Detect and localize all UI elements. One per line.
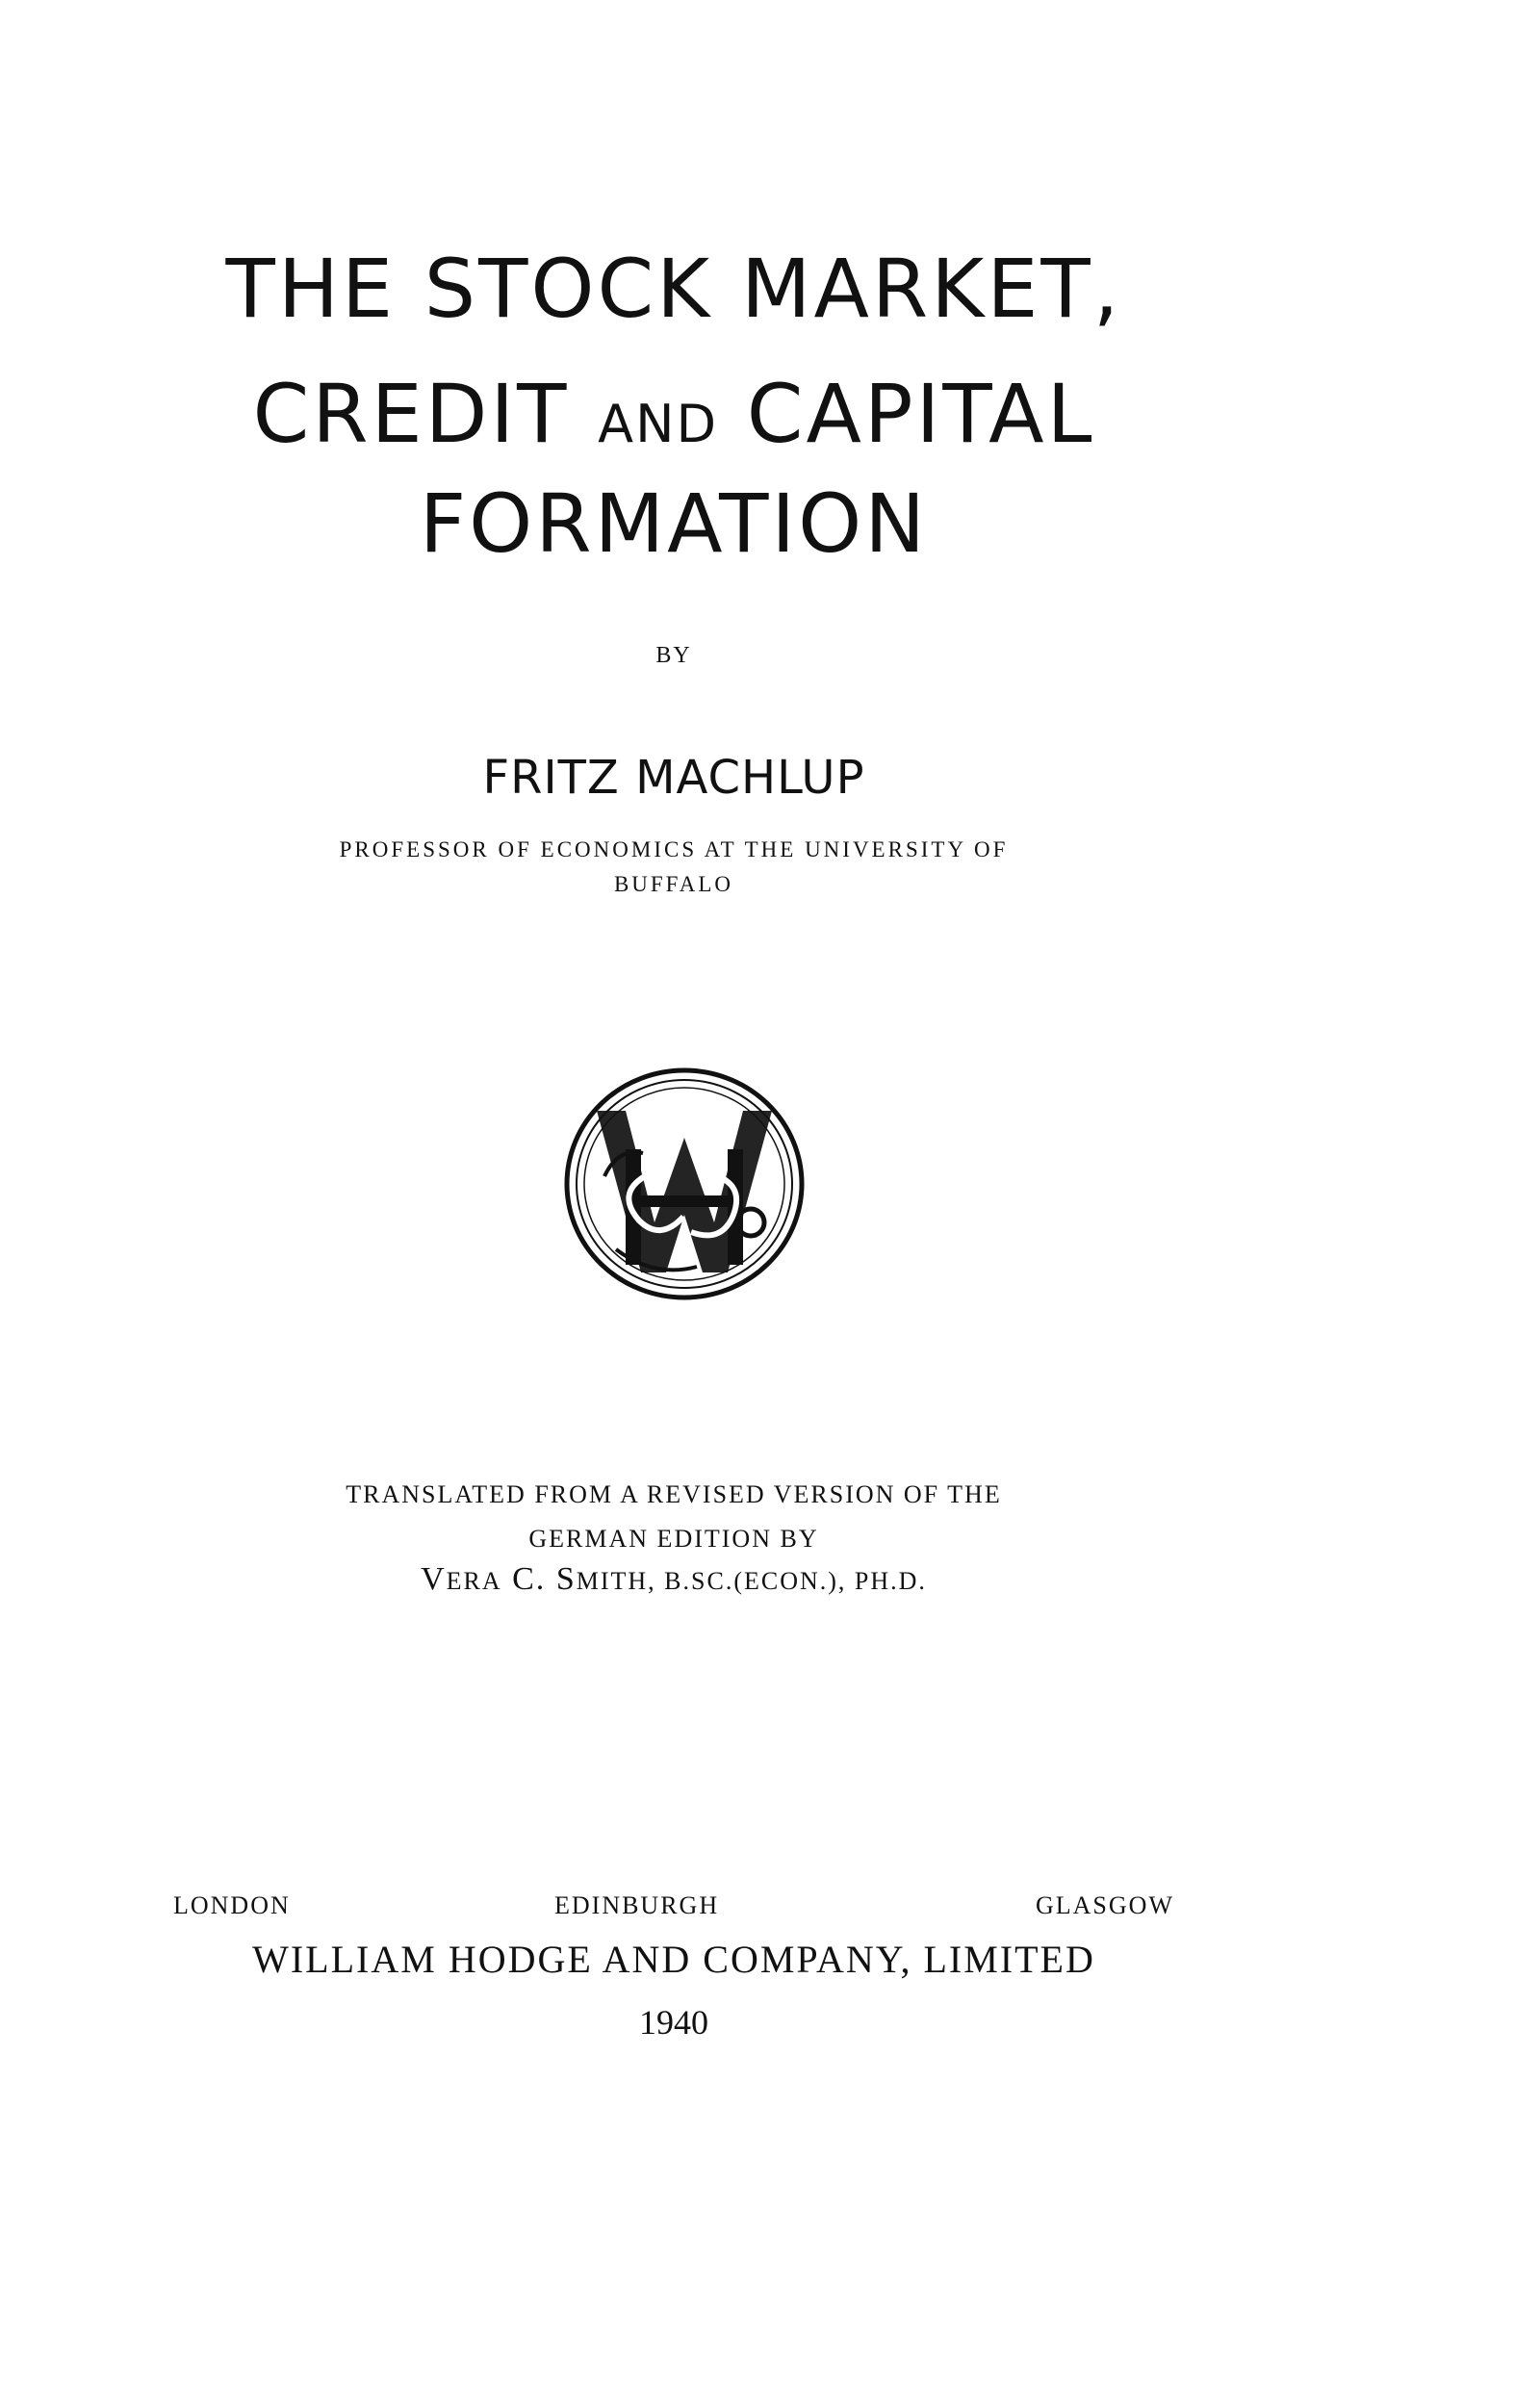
publisher-name: WILLIAM HODGE AND COMPANY, LIMITED	[252, 1938, 1095, 1981]
translator-surname-rest: MITH	[576, 1567, 649, 1595]
title-line-3	[173, 476, 1174, 571]
translator-initial-v: V	[421, 1561, 447, 1597]
city-london: LONDON	[173, 1891, 291, 1919]
city-edinburgh: EDINBURGH	[554, 1891, 720, 1919]
translation-note-line-2: GERMAN EDITION BY	[528, 1525, 819, 1553]
translator-credit	[173, 1561, 1174, 1598]
title-word-capital: CAPITAL	[746, 367, 1095, 461]
translator-qualifications: , B.SC.(ECON.), PH.D.	[648, 1567, 927, 1595]
translator-middle-initial: C.	[512, 1561, 547, 1597]
title-line-1	[173, 242, 1174, 336]
translation-note	[173, 1473, 1174, 1561]
title-line-2	[173, 367, 1174, 461]
publication-year: 1940	[639, 2003, 708, 2042]
translator-initial-s: S	[555, 1561, 577, 1597]
publisher-monogram-seal-icon	[558, 1061, 810, 1307]
author-affiliation-line-2: BUFFALO	[613, 872, 734, 896]
city-glasgow: GLASGOW	[1036, 1891, 1174, 1919]
author-affiliation-line-1: PROFESSOR OF ECONOMICS AT THE UNIVERSITY OF	[339, 837, 1009, 861]
title-word-and: AND	[598, 394, 719, 454]
translator-first-name-rest: ERA	[446, 1567, 502, 1595]
title-word-credit: CREDIT	[252, 367, 570, 461]
title-line-3-text: FORMATION	[419, 476, 929, 571]
author-affiliation	[173, 833, 1174, 902]
byline: BY	[655, 643, 692, 668]
title-line-1-text: THE STOCK MARKET,	[225, 242, 1122, 336]
translation-note-line-1: TRANSLATED FROM A REVISED VERSION OF THE	[346, 1480, 1002, 1508]
author-name: FRITZ MACHLUP	[482, 751, 865, 805]
